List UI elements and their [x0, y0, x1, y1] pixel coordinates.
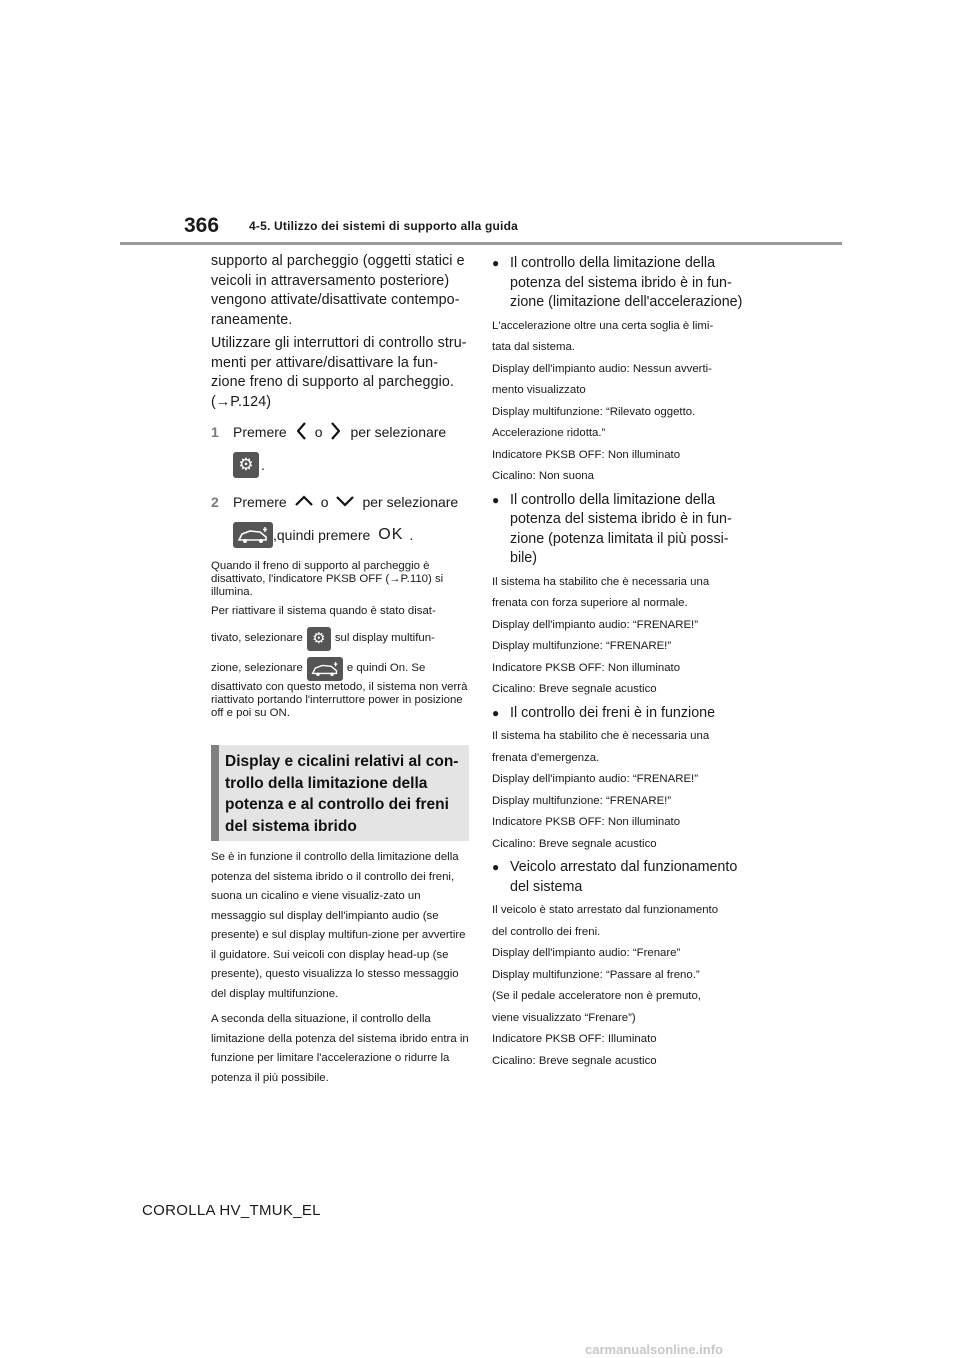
- detail-line: Cicalino: Breve segnale acustico: [492, 683, 657, 695]
- detail-line: Indicatore PKSB OFF: Non illuminato: [492, 661, 681, 674]
- bullet-heading: [492, 704, 752, 724]
- callout-box: [211, 745, 469, 841]
- bullet-dot: ●: [492, 492, 500, 507]
- detail-line: Display multifunzione: “Rilevato oggetto.: [492, 405, 696, 418]
- chevron-down-icon: [336, 494, 354, 510]
- step-text: per selezionare: [350, 424, 447, 440]
- step-text: .: [409, 527, 414, 543]
- bullet-title: Il controllo della limitazione della potenza del sistema ibrido è in fun-zione (limitazione dell'accelerazione): [510, 255, 743, 310]
- detail-line: Display multifunzione: “Passare al freno.”: [492, 968, 700, 981]
- detail-line: tata dal sistema.: [492, 341, 575, 353]
- chevron-right-icon: [330, 422, 340, 443]
- detail-line: Display multifunzione: “FRENARE!”: [492, 794, 672, 807]
- detail-line: Indicatore PKSB OFF: Illuminato: [492, 1033, 657, 1045]
- ok-icon: OK: [378, 526, 404, 543]
- section-title: 4-5. Utilizzo dei sistemi di supporto alla guida: [249, 219, 518, 233]
- bullet-lines: [492, 900, 752, 1072]
- note-line: [211, 657, 471, 681]
- chevron-left-icon: [297, 422, 307, 443]
- body-paragraph: Se è in funzione il controllo della limitazione della potenza del sistema ibrido o il controllo dei freni, suona un cicalino e viene visualiz-zato un messaggio sul display dell'impianto audio (se presente) e sul display multifun-zione per avvertire il guidatore. Sui veicoli con display head-up (se presente), questo visualizza lo stesso messaggio del display multifunzione.: [211, 851, 466, 1000]
- callout-heading: Display e cicalini relativi al con-trollo della limitazione della potenza e al controllo dei freni del sistema ibrido: [225, 753, 459, 835]
- step-text: ,quindi premere: [273, 527, 371, 543]
- detail-line: L'accelerazione oltre una certa soglia è limi-: [492, 319, 714, 332]
- step-text: Premere: [233, 424, 287, 440]
- parking-brake-car-icon: [307, 657, 343, 681]
- detail-line: Display multifunzione: “FRENARE!”: [492, 640, 672, 652]
- body-paragraph: A seconda della situazione, il controllo della limitazione della potenza del sistema ibrido entra in funzione per limitare l'accelerazione o ridurre la potenza il più possibile.: [211, 1013, 469, 1084]
- bullet-heading: [492, 254, 752, 313]
- chevron-up-icon: [295, 494, 313, 510]
- callout-bar: [211, 745, 219, 841]
- bullet-heading: [492, 858, 752, 897]
- bullet-heading: [492, 491, 752, 569]
- page-number: 366: [184, 214, 220, 237]
- note-line: [211, 627, 471, 651]
- detail-line: Indicatore PKSB OFF: Non illuminato: [492, 448, 681, 461]
- detail-line: Il sistema ha stabilito che è necessaria una: [492, 730, 710, 742]
- detail-line: Display dell'impianto audio: “Frenare”: [492, 947, 681, 959]
- detail-line: Display dell'impianto audio: Nessun avverti-: [492, 362, 712, 375]
- watermark: carmanualsonline.info: [585, 1342, 723, 1357]
- step-2-icon-line: [233, 522, 471, 548]
- detail-line: Indicatore PKSB OFF: Non illuminato: [492, 816, 681, 828]
- step-number: 2: [211, 494, 219, 510]
- left-body: [211, 848, 473, 1088]
- step-text: o: [320, 494, 329, 510]
- usage-paragraph: Utilizzare gli interruttori di controllo stru-menti per attivare/disattivare la fun-zione freno di supporto al parcheggio. (→P.124): [211, 335, 467, 410]
- detail-line: Display dell'impianto audio: “FRENARE!”: [492, 618, 699, 631]
- footer-model: COROLLA HV_TMUK_EL: [142, 1202, 321, 1219]
- step-2: [211, 492, 471, 512]
- note-paragraph: disattivato con questo metodo, il sistema non verrà riattivato portando l'interruttore power in posizione off e poi su ON.: [211, 680, 468, 719]
- detail-line: Il sistema ha stabilito che è necessaria una: [492, 575, 710, 588]
- note-line: Per riattivare il sistema quando è stato disat-: [211, 605, 436, 617]
- detail-line: (Se il pedale acceleratore non è premuto,: [492, 990, 701, 1002]
- gear-icon: ⚙: [233, 452, 259, 478]
- header-rule: [120, 242, 842, 245]
- gear-icon: ⚙: [307, 627, 331, 651]
- bullet-title: Il controllo della limitazione della potenza del sistema ibrido è in fun-zione (potenza limitata il più possi-bile): [510, 491, 732, 566]
- detail-line: mento visualizzato: [492, 384, 586, 396]
- note-text: sul display multifun-: [334, 631, 435, 644]
- detail-line: Display dell'impianto audio: “FRENARE!”: [492, 773, 699, 785]
- left-column: [211, 252, 471, 720]
- detail-line: del controllo dei freni.: [492, 925, 601, 938]
- bullet-title: Il controllo dei freni è in funzione: [510, 704, 716, 721]
- bullet-dot: ●: [492, 256, 500, 270]
- note-text: zione, selezionare: [211, 661, 303, 674]
- step-text: per selezionare: [362, 494, 459, 510]
- intro-paragraph: supporto al parcheggio (oggetti statici e veicoli in attraversamento posteriore) vengono attivate/disattivate contempo-raneamente.: [211, 253, 465, 328]
- detail-line: frenata con forza superiore al normale.: [492, 597, 688, 609]
- right-column: [492, 252, 752, 1072]
- detail-line: frenata d'emergenza.: [492, 751, 600, 764]
- bullet-lines: [492, 726, 752, 855]
- step-text: Premere: [233, 494, 287, 510]
- detail-line: viene visualizzato “Frenare”): [492, 1011, 636, 1024]
- bullet-lines: [492, 572, 752, 701]
- parking-brake-car-icon: [233, 522, 273, 548]
- step-1: [211, 422, 471, 442]
- note-text: e quindi On. Se: [346, 661, 426, 674]
- bullet-lines: [492, 316, 752, 488]
- note-text: tivato, selezionare: [211, 631, 303, 644]
- step-text: .: [261, 457, 265, 473]
- step-text: o: [314, 424, 323, 440]
- bullet-dot: ●: [492, 705, 500, 720]
- detail-line: Accelerazione ridotta.”: [492, 427, 606, 439]
- detail-line: Il veicolo è stato arrestato dal funzionamento: [492, 904, 719, 916]
- bullet-dot: ●: [492, 860, 500, 874]
- bullet-title: Veicolo arrestato dal funzionamento del sistema: [510, 859, 738, 895]
- step-number: 1: [211, 424, 219, 440]
- detail-line: Cicalino: Breve segnale acustico: [492, 1054, 657, 1067]
- step-1-icon-line: [233, 452, 471, 478]
- detail-line: Cicalino: Breve segnale acustico: [492, 837, 657, 850]
- detail-line: Cicalino: Non suona: [492, 470, 594, 482]
- note-paragraph: Quando il freno di supporto al parcheggio è disattivato, l'indicatore PKSB OFF (→P.110) si illumina.: [211, 560, 444, 598]
